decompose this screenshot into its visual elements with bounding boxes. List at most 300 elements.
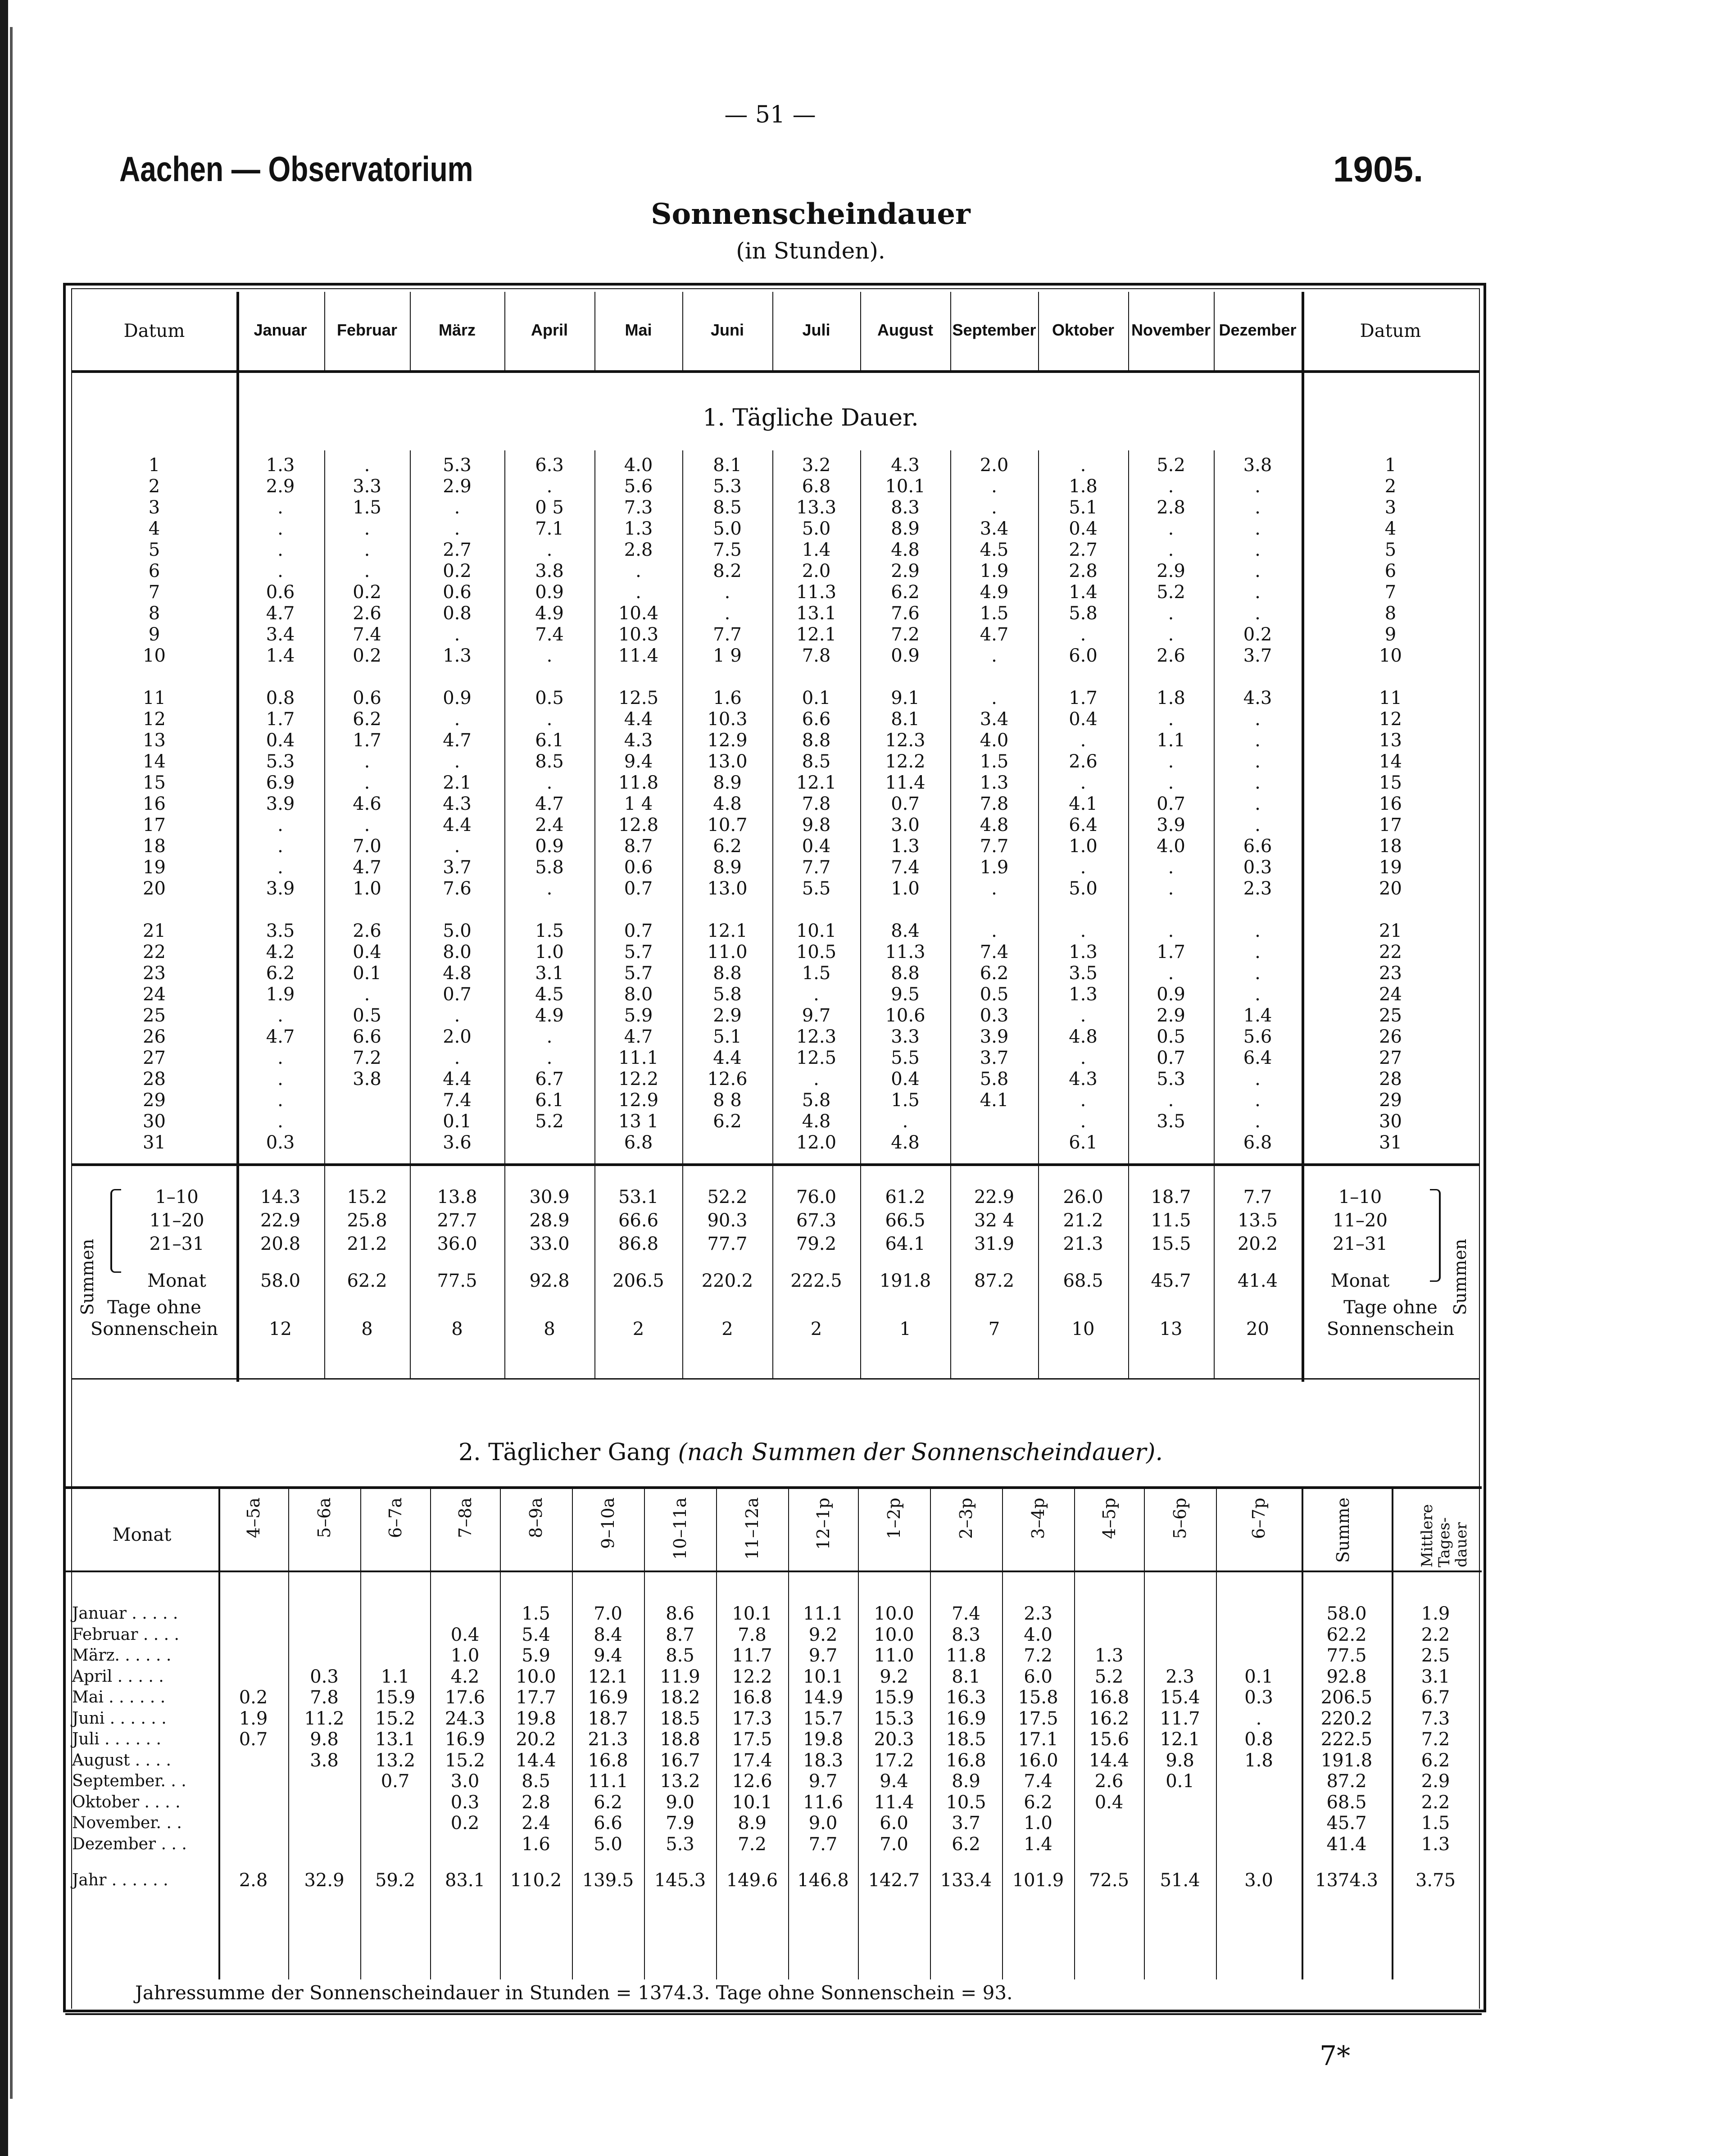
hourly-value: 13.1 [375, 1729, 416, 1750]
daily-value: 12.1 [796, 624, 837, 645]
daily-value: 4.4 [443, 815, 472, 835]
daily-value: 12.3 [885, 730, 925, 751]
daily-value: 6.7 [535, 1069, 564, 1089]
hourly-value: 16.8 [946, 1750, 986, 1771]
daily-value: 3.4 [266, 624, 295, 645]
hourly-value: 17.3 [732, 1708, 772, 1729]
daily-value: 12.5 [618, 688, 659, 708]
tage-ohne-value: 8 [544, 1319, 555, 1339]
daily-value: . [277, 1111, 283, 1132]
daily-value: 5.3 [266, 751, 295, 772]
sum-value: 26.0 [1063, 1187, 1103, 1207]
summe-value: 68.5 [1326, 1792, 1367, 1813]
daily-value: 0.5 [1157, 1026, 1185, 1047]
tage-ohne-value: 2 [632, 1319, 644, 1339]
daily-value: 2.4 [535, 815, 564, 835]
daily-value: . [454, 751, 460, 772]
daily-value: 11.8 [618, 772, 659, 793]
daily-value: 6.0 [1069, 645, 1098, 666]
daily-value: 8.3 [891, 497, 920, 518]
daily-value: 13.1 [796, 603, 837, 624]
daily-value: . [724, 603, 730, 624]
hourly-value: 19.8 [803, 1729, 844, 1750]
hourly-value: 8.7 [666, 1624, 694, 1645]
hourly-value: 15.6 [1089, 1729, 1130, 1750]
daily-value: 11.3 [885, 942, 925, 962]
hour-header: 6–7a [385, 1498, 405, 1539]
hourly-value: 1.8 [1244, 1750, 1273, 1771]
hourly-value: 1.3 [1094, 1645, 1124, 1666]
daily-value: 0.3 [1243, 857, 1272, 878]
daily-value: 6.8 [1243, 1132, 1272, 1153]
hourly-value: 8.3 [952, 1624, 980, 1645]
sum-value: 222.5 [790, 1271, 842, 1291]
daily-value: 4.7 [353, 857, 381, 878]
daily-value: . [364, 772, 370, 793]
hourly-value: 3.7 [952, 1813, 980, 1834]
daily-value: 5.0 [802, 518, 831, 539]
sum-value: 11.5 [1151, 1210, 1191, 1231]
day-number-right: 10 [1379, 645, 1402, 666]
daily-value: 8 8 [713, 1090, 742, 1111]
daily-value: 5.8 [535, 857, 564, 878]
sum-value: 52.2 [707, 1187, 748, 1207]
daily-value: . [546, 1048, 553, 1068]
hourly-value: 1.0 [1024, 1813, 1053, 1834]
daily-value: 3.8 [353, 1069, 381, 1089]
daily-value: 6.2 [891, 582, 920, 603]
hourly-value: 6.2 [952, 1834, 980, 1855]
daily-value: . [277, 540, 283, 560]
hourly-value: 17.5 [732, 1729, 772, 1750]
daily-value: 2.8 [1069, 561, 1098, 581]
tage-ohne-value: 2 [721, 1319, 733, 1339]
hourly-value: 133.4 [940, 1870, 992, 1891]
hourly-value: 110.2 [510, 1870, 562, 1891]
daily-value: 1.6 [713, 688, 742, 708]
mittel-value: 2.5 [1421, 1645, 1450, 1666]
hourly-value: 8.4 [594, 1624, 622, 1645]
daily-value: 10.3 [618, 624, 659, 645]
daily-value: . [991, 921, 997, 941]
daily-value: 2.9 [891, 561, 920, 581]
day-number: 22 [143, 942, 166, 962]
daily-value: 3.0 [891, 815, 920, 835]
daily-value: . [454, 624, 460, 645]
daily-value: 0.9 [1157, 984, 1185, 1005]
daily-value: . [364, 455, 370, 476]
daily-value: . [1080, 1111, 1086, 1132]
mittel-value: 6.7 [1421, 1687, 1450, 1708]
daily-value: . [1168, 921, 1174, 941]
day-number-right: 11 [1379, 688, 1402, 708]
hourly-value: 7.4 [1024, 1771, 1053, 1792]
daily-value: 12.6 [707, 1069, 748, 1089]
day-number: 19 [143, 857, 166, 878]
daily-value: 7.4 [891, 857, 920, 878]
daily-value: 4.7 [266, 603, 295, 624]
daily-value: . [277, 857, 283, 878]
daily-value: 4.7 [980, 624, 1009, 645]
daily-value: . [454, 1048, 460, 1068]
daily-value: . [277, 1005, 283, 1026]
hourly-value: 10.0 [516, 1666, 556, 1687]
month-label: Jahr . . . . . . [72, 1871, 168, 1889]
daily-value: 3.5 [266, 921, 295, 941]
daily-value: 1.4 [1069, 582, 1098, 603]
daily-value: 7.6 [443, 878, 472, 899]
month-header: März [438, 321, 476, 339]
daily-value: 7.3 [624, 497, 653, 518]
table2-top-rule [65, 1486, 1482, 1489]
tage-ohne-label-right: Tage ohne [1343, 1297, 1438, 1318]
daily-value: . [813, 1069, 819, 1089]
daily-value: . [454, 497, 460, 518]
hourly-value: 1.1 [381, 1666, 410, 1687]
hourly-value: 9.2 [880, 1666, 908, 1687]
hourly-value: 1.9 [239, 1708, 268, 1729]
daily-value: 6.2 [980, 963, 1009, 984]
summe-value: 92.8 [1326, 1666, 1367, 1687]
hourly-value: 19.8 [516, 1708, 556, 1729]
daily-value: 0.7 [624, 921, 653, 941]
hourly-value: 9.7 [808, 1771, 838, 1792]
daily-value: 10.7 [707, 815, 748, 835]
daily-value: 1.5 [353, 497, 381, 518]
daily-value: 5.3 [713, 476, 742, 497]
day-number: 31 [143, 1132, 166, 1153]
daily-value: 2.6 [1069, 751, 1098, 772]
daily-value: 12.1 [707, 921, 748, 941]
hourly-value: 11.6 [803, 1792, 844, 1813]
daily-value: 5.8 [1069, 603, 1098, 624]
daily-value: 1.3 [980, 772, 1009, 793]
hourly-value: 11.1 [803, 1603, 844, 1624]
daily-value: . [1255, 751, 1261, 772]
day-number-right: 5 [1384, 540, 1397, 560]
daily-value: 12.9 [707, 730, 748, 751]
daily-value: 4.4 [624, 709, 653, 730]
daily-value: . [277, 1090, 283, 1111]
hourly-value: 4.2 [450, 1666, 480, 1687]
daily-value: 6.1 [1069, 1132, 1098, 1153]
daily-value: 0.4 [1069, 518, 1098, 539]
day-number: 5 [148, 540, 160, 560]
hourly-value: 5.9 [522, 1645, 550, 1666]
daily-value: 7.5 [713, 540, 742, 560]
sum-value: 36.0 [437, 1234, 477, 1254]
day-number: 20 [143, 878, 166, 899]
daily-value: 7.1 [535, 518, 564, 539]
daily-value: 8.5 [802, 751, 831, 772]
frame-bottom-rule [65, 2013, 1482, 2015]
mittlere-header: Mittlere Tages-dauer [1418, 1504, 1470, 1567]
daily-value: . [364, 815, 370, 835]
monat-header: Monat [112, 1525, 172, 1545]
tage-ohne-label: Tage ohne [107, 1297, 201, 1318]
daily-value: 0.7 [1157, 1048, 1185, 1068]
hourly-value: 20.3 [874, 1729, 914, 1750]
hourly-value: 2.3 [1166, 1666, 1194, 1687]
daily-value: . [1080, 624, 1086, 645]
hourly-value: 17.1 [1018, 1729, 1058, 1750]
sum-value: 18.7 [1151, 1187, 1191, 1207]
daily-value: . [1255, 921, 1261, 941]
daily-value: 1.3 [266, 455, 295, 476]
daily-value: . [454, 709, 460, 730]
month-header: April [531, 321, 568, 339]
daily-value: 0.9 [443, 688, 472, 708]
hourly-value: 6.0 [880, 1813, 908, 1834]
daily-value: 3.8 [535, 561, 564, 581]
daily-value: . [277, 561, 283, 581]
daily-value: 0.9 [535, 836, 564, 857]
summe-value: 62.2 [1326, 1624, 1367, 1645]
daily-value: 2.6 [353, 921, 381, 941]
sum-value: 20.8 [260, 1234, 301, 1254]
month-header: Mai [625, 321, 652, 339]
daily-value: . [1255, 518, 1261, 539]
sum-value: 90.3 [707, 1210, 748, 1231]
daily-value: 13.0 [707, 878, 748, 899]
daily-value: . [1255, 603, 1261, 624]
hourly-value: 101.9 [1012, 1870, 1064, 1891]
brace-right [1430, 1189, 1441, 1282]
sum-label-right: 21–31 [1333, 1234, 1388, 1254]
daily-value: . [1168, 518, 1174, 539]
summe-value: 1374.3 [1315, 1870, 1378, 1891]
daily-value: . [1255, 963, 1261, 984]
hourly-value: 1.5 [522, 1603, 550, 1624]
daily-value: 6.1 [535, 730, 564, 751]
sum-value: 67.3 [796, 1210, 837, 1231]
tage-ohne-value: 12 [269, 1319, 292, 1339]
daily-value: 0.3 [266, 1132, 295, 1153]
day-number: 18 [143, 836, 166, 857]
daily-value: 0.6 [266, 582, 295, 603]
daily-value: 4.6 [353, 794, 381, 814]
hourly-value: 16.8 [732, 1687, 772, 1708]
daily-value: 0.7 [443, 984, 472, 1005]
day-number: 16 [143, 794, 166, 814]
section-title-hourly: 2. Täglicher Gang (nach Summen der Sonnenscheindauer). [458, 1439, 1163, 1466]
hourly-value: 18.8 [660, 1729, 700, 1750]
hourly-value: 18.5 [660, 1708, 700, 1729]
hourly-value: 12.2 [732, 1666, 772, 1687]
section-title-italic: (nach Summen der Sonnenscheindauer). [678, 1439, 1163, 1466]
hourly-value: 0.2 [239, 1687, 268, 1708]
daily-value: 2.0 [802, 561, 831, 581]
daily-value: 4.1 [1069, 794, 1098, 814]
daily-value: 2.0 [980, 455, 1009, 476]
daily-value: 2.9 [1157, 1005, 1185, 1026]
daily-value: 5.8 [980, 1069, 1009, 1089]
daily-value: 11.4 [885, 772, 925, 793]
hourly-value: 7.2 [738, 1834, 767, 1855]
hour-header: 9–10a [598, 1498, 618, 1549]
daily-value: 7.0 [353, 836, 381, 857]
hourly-value: 10.5 [946, 1792, 986, 1813]
hourly-value: 146.8 [797, 1870, 849, 1891]
daily-value: 2.8 [624, 540, 653, 560]
daily-value: . [454, 518, 460, 539]
hourly-value: 11.7 [732, 1645, 772, 1666]
hourly-value: 15.3 [874, 1708, 914, 1729]
daily-value: 1.4 [266, 645, 295, 666]
month-header: Juli [802, 321, 830, 339]
daily-value: . [1168, 878, 1174, 899]
daily-value: 0.5 [980, 984, 1009, 1005]
hourly-value: 7.2 [1024, 1645, 1053, 1666]
month-label: Juli . . . . . . [72, 1730, 161, 1748]
hourly-value: 32.9 [304, 1870, 345, 1891]
daily-value: 7.4 [353, 624, 381, 645]
daily-value: 9.8 [802, 815, 831, 835]
day-number: 29 [143, 1090, 166, 1111]
hourly-value: 18.2 [660, 1687, 700, 1708]
daily-value: . [1168, 963, 1174, 984]
hourly-value: 9.2 [808, 1624, 838, 1645]
sum-value: 41.4 [1237, 1271, 1278, 1291]
hourly-value: 11.0 [874, 1645, 914, 1666]
hour-header: 12–1p [813, 1498, 833, 1550]
hourly-value: 11.4 [874, 1792, 914, 1813]
daily-value: . [1255, 794, 1261, 814]
day-number-right: 16 [1379, 794, 1402, 814]
daily-value: 7.8 [802, 794, 831, 814]
hourly-value: 7.8 [310, 1687, 339, 1708]
daily-value: 1.4 [802, 540, 831, 560]
daily-value: 1.1 [1157, 730, 1185, 751]
hourly-value: 1.6 [522, 1834, 550, 1855]
daily-value: . [1255, 730, 1261, 751]
daily-value: 12.1 [796, 772, 837, 793]
daily-value: . [546, 645, 553, 666]
day-number: 21 [143, 921, 166, 941]
month-label: August . . . . [72, 1751, 171, 1770]
day-number-right: 1 [1384, 455, 1397, 476]
daily-value: 5.8 [802, 1090, 831, 1111]
daily-value: 10.3 [707, 709, 748, 730]
daily-value: 0 5 [535, 497, 564, 518]
hourly-value: 3.0 [1244, 1870, 1273, 1891]
daily-value: 4.9 [535, 1005, 564, 1026]
month-label: Mai . . . . . . [72, 1688, 166, 1707]
hour-header: 5–6a [314, 1498, 334, 1539]
daily-value: 6.4 [1069, 815, 1098, 835]
daily-value: 0.4 [353, 942, 381, 962]
hour-header: 3–4p [1028, 1498, 1048, 1539]
daily-value: . [277, 815, 283, 835]
daily-value: 1.7 [353, 730, 381, 751]
daily-value: 0.4 [802, 836, 831, 857]
hourly-value: 12.1 [588, 1666, 628, 1687]
hour-header: 4–5p [1099, 1498, 1119, 1539]
daily-value: 2.1 [443, 772, 472, 793]
tage-ohne-label-right: Sonnenschein [1326, 1319, 1455, 1339]
daily-value: . [1255, 497, 1261, 518]
hourly-value: 7.9 [666, 1813, 694, 1834]
sum-value: 27.7 [437, 1210, 477, 1231]
daily-value: . [454, 1005, 460, 1026]
daily-value: 0.8 [266, 688, 295, 708]
daily-value: 10.1 [796, 921, 837, 941]
hourly-value: 2.4 [522, 1813, 550, 1834]
month-header: Dezember [1219, 321, 1297, 339]
daily-value: 4.9 [980, 582, 1009, 603]
daily-value: . [1168, 857, 1174, 878]
day-number-right: 24 [1379, 984, 1402, 1005]
daily-value: 3.5 [1069, 963, 1098, 984]
table2-header-rule [65, 1570, 1482, 1572]
sum-value: 21.2 [1063, 1210, 1103, 1231]
day-number: 10 [143, 645, 166, 666]
daily-value: . [1255, 582, 1261, 603]
hourly-value: 145.3 [654, 1870, 706, 1891]
daily-value: 3.9 [266, 878, 295, 899]
page-subtitle: (in Stunden). [736, 238, 885, 264]
daily-value: 1.3 [624, 518, 653, 539]
sum-value: 32 4 [974, 1210, 1015, 1231]
sum-value: 191.8 [879, 1271, 931, 1291]
daily-value: 4.5 [535, 984, 564, 1005]
datum-header: Datum [123, 321, 185, 341]
daily-value: . [1080, 1090, 1086, 1111]
mittel-value: 2.2 [1421, 1624, 1450, 1645]
daily-value: 7.6 [891, 603, 920, 624]
month-header: November [1131, 321, 1211, 339]
daily-value: 2.7 [1069, 540, 1098, 560]
mittel-value: 2.9 [1421, 1771, 1450, 1792]
daily-value: . [1168, 540, 1174, 560]
hourly-value: 16.3 [946, 1687, 986, 1708]
hourly-value: 15.2 [375, 1708, 416, 1729]
year-header: 1905. [1333, 149, 1424, 189]
sum-value: 14.3 [260, 1187, 301, 1207]
daily-value: 7.4 [443, 1090, 472, 1111]
daily-value: 6.8 [802, 476, 831, 497]
hourly-value: 7.7 [808, 1834, 838, 1855]
day-number-right: 27 [1379, 1048, 1402, 1068]
daily-value: 1.3 [1069, 984, 1098, 1005]
daily-value: 0.9 [535, 582, 564, 603]
daily-value: . [1255, 540, 1261, 560]
daily-value: 5.7 [624, 942, 653, 962]
hourly-value: 9.0 [808, 1813, 838, 1834]
sum-value: 53.1 [618, 1187, 659, 1207]
daily-value: 1.5 [891, 1090, 920, 1111]
hourly-value: 0.3 [310, 1666, 339, 1687]
daily-value: 4.9 [535, 603, 564, 624]
daily-value: 4.8 [802, 1111, 831, 1132]
daily-value: 5.5 [891, 1048, 920, 1068]
daily-value: 12.0 [796, 1132, 837, 1153]
daily-value: 1.8 [1069, 476, 1098, 497]
hourly-value: 14.4 [1089, 1750, 1130, 1771]
daily-value: 3.9 [980, 1026, 1009, 1047]
daily-value: . [546, 540, 553, 560]
daily-value: . [364, 540, 370, 560]
daily-value: 0.9 [891, 645, 920, 666]
summe-value: 191.8 [1320, 1750, 1373, 1771]
daily-value: . [1168, 751, 1174, 772]
daily-value: 4.8 [713, 794, 742, 814]
hourly-value: 8.6 [666, 1603, 694, 1624]
day-number-right: 20 [1379, 878, 1402, 899]
day-number: 26 [143, 1026, 166, 1047]
daily-value: 0.2 [353, 645, 381, 666]
sum-value: 33.0 [529, 1234, 570, 1254]
